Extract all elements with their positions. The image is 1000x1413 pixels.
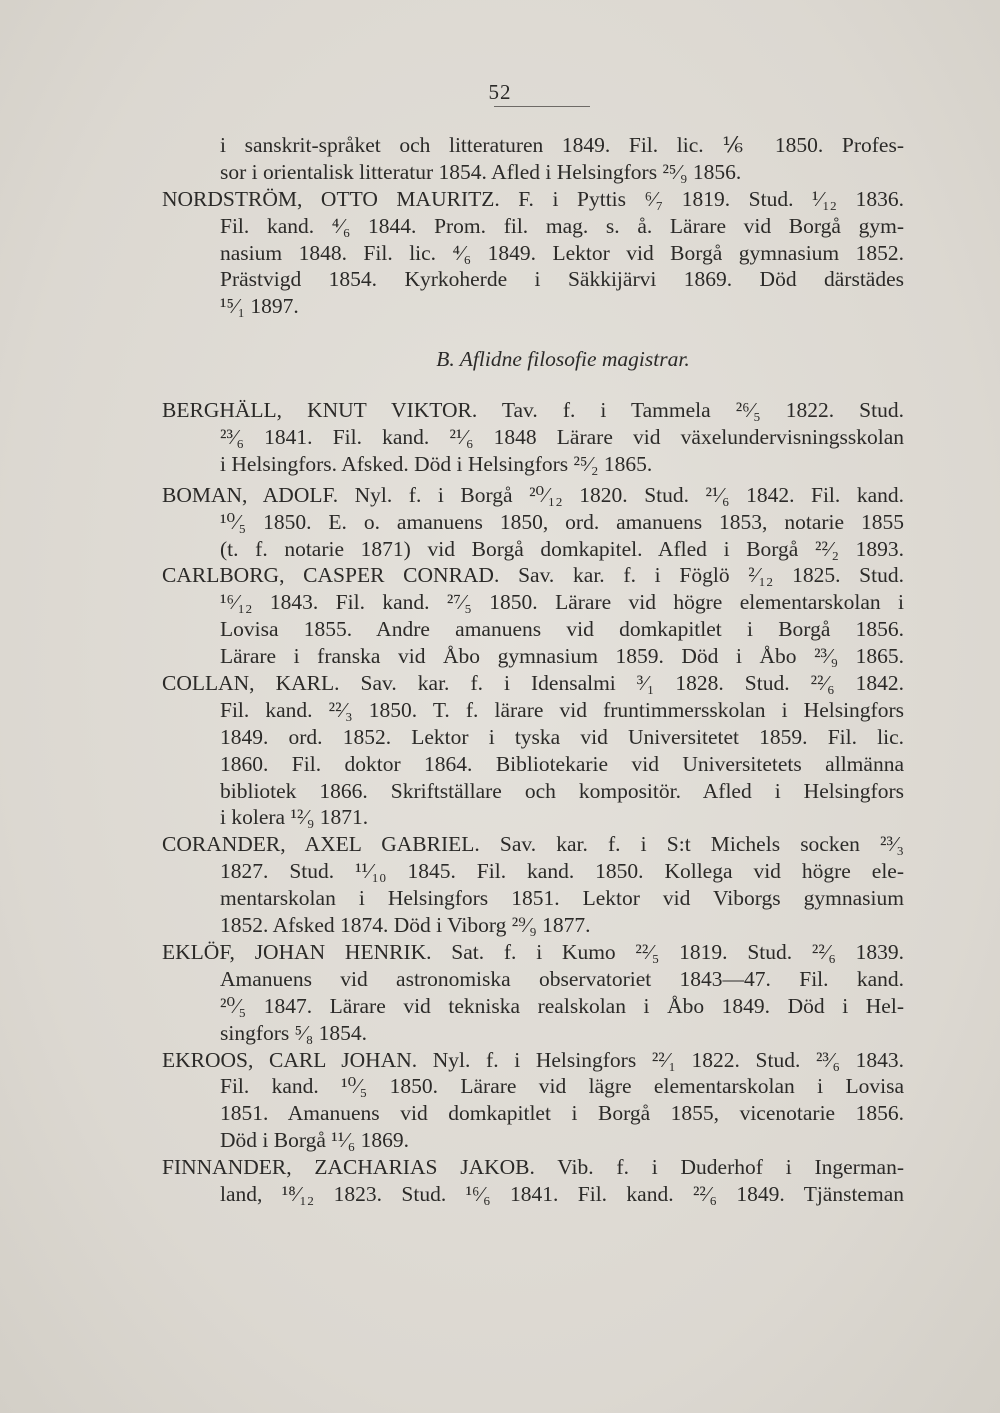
entry-line: land, ¹⁸⁄₁₂ 1823. Stud. ¹⁶⁄₆ 1841. Fil. kand. ²²⁄₆ 1849. Tjänsteman (220, 1181, 904, 1206)
entry-line: (t. f. notarie 1871) vid Borgå domkapitel. Afled i Borgå ²²⁄₂ 1893. (220, 536, 904, 561)
entry-line: Lärare i franska vid Åbo gymnasium 1859. Död i Åbo ²³⁄₉ 1865. (220, 644, 904, 669)
entry-line: CARLBORG, CASPER CONRAD. Sav. kar. f. i Föglö ²⁄₁₂ 1825. Stud. (162, 563, 904, 588)
entry-carlborg (162, 562, 904, 670)
entry-line: nasium 1848. Fil. lic. ⁴⁄₆ 1849. Lektor vid Borgå gymnasium 1852. (220, 240, 904, 265)
entry-line: singfors ⁵⁄₈ 1854. (220, 1020, 367, 1045)
entry-boman (162, 482, 904, 563)
entry-finnander (162, 1154, 904, 1208)
entry-line: FINNANDER, ZACHARIAS JAKOB. Vib. f. i Duderhof i Ingerman- (162, 1155, 904, 1180)
entry-line: Fil. kand. ¹⁰⁄₅ 1850. Lärare vid lägre elementarskolan i Lovisa (220, 1074, 904, 1099)
entry-line: 1860. Fil. doktor 1864. Bibliotekarie vid Universitetets allmänna (220, 751, 904, 776)
entry-nordstrom (162, 186, 904, 320)
entry-line: 1827. Stud. ¹¹⁄₁₀ 1845. Fil. kand. 1850. Kollega vid högre ele- (220, 859, 904, 884)
entry-line: Amanuens vid astronomiska observatoriet 1843—47. Fil. kand. (220, 966, 904, 991)
entry-line: bibliotek 1866. Skriftställare och kompositör. Afled i Helsingfors (220, 778, 904, 803)
entry-line: Lovisa 1855. Andre amanuens vid domkapitlet i Borgå 1856. (220, 617, 904, 642)
entry-line: i kolera ¹²⁄₉ 1871. (220, 805, 369, 830)
entry-line: ²⁰⁄₅ 1847. Lärare vid tekniska realskolan i Åbo 1849. Död i Hel- (220, 993, 904, 1018)
entry-line: Prästvigd 1854. Kyrkoherde i Säkkijärvi 1869. Död därstädes (220, 267, 904, 292)
entry-ekroos (162, 1047, 904, 1155)
entry-line: NORDSTRÖM, OTTO MAURITZ. F. i Pyttis ⁶⁄₇ 1819. Stud. ¹⁄₁₂ 1836. (162, 186, 904, 211)
entry-line: BOMAN, ADOLF. Nyl. f. i Borgå ²⁰⁄₁₂ 1820. Stud. ²¹⁄₆ 1842. Fil. kand. (162, 482, 904, 507)
entry-line: Fil. kand. ⁴⁄₆ 1844. Prom. fil. mag. s. å. Lärare vid Borgå gym- (220, 213, 904, 238)
entry-line: i Helsingfors. Afsked. Död i Helsingfors ²⁵⁄₂ 1865. (220, 451, 653, 476)
entry-line: EKLÖF, JOHAN HENRIK. Sat. f. i Kumo ²²⁄₅ 1819. Stud. ²²⁄₆ 1839. (162, 939, 904, 964)
text-line: sor i orientalisk litteratur 1854. Afled i Helsingfors ²⁵⁄₉ 1856. (220, 159, 742, 184)
text-line: i sanskrit-språket och litteraturen 1849. Fil. lic. ⅙ 1850. Profes- (220, 133, 904, 157)
entry-line: CORANDER, AXEL GABRIEL. Sav. kar. f. i S:t Michels socken ²³⁄₃ (162, 832, 904, 857)
entry-line: mentarskolan i Helsingfors 1851. Lektor vid Viborgs gymnasium (220, 886, 904, 911)
page-number-rule (494, 106, 590, 107)
entry-line: Fil. kand. ²²⁄₃ 1850. T. f. lärare vid fruntimmersskolan i Helsingfors (220, 697, 904, 722)
entry-line: 1851. Amanuens vid domkapitlet i Borgå 1855, vicenotarie 1856. (220, 1101, 904, 1126)
entry-line: Död i Borgå ¹¹⁄₆ 1869. (220, 1128, 410, 1153)
entry-line: ¹⁶⁄₁₂ 1843. Fil. kand. ²⁷⁄₅ 1850. Lärare vid högre elementarskolan i (220, 590, 904, 615)
entry-line: COLLAN, KARL. Sav. kar. f. i Idensalmi ³⁄₁ 1828. Stud. ²²⁄₆ 1842. (162, 671, 904, 696)
entry-line: ¹⁵⁄₁ 1897. (220, 294, 299, 319)
body-text (162, 132, 904, 1208)
entry-eklof (162, 939, 904, 1047)
entry-collan (162, 670, 904, 831)
entry-corander (162, 831, 904, 939)
entry-line: ¹⁰⁄₅ 1850. E. o. amanuens 1850, ord. amanuens 1853, notarie 1855 (220, 509, 904, 534)
entry-line: BERGHÄLL, KNUT VIKTOR. Tav. f. i Tammela ²⁶⁄₅ 1822. Stud. (162, 398, 904, 423)
page-number: 52 (488, 80, 512, 104)
continued-entry (162, 132, 904, 186)
entry-line: ²³⁄₆ 1841. Fil. kand. ²¹⁄₆ 1848 Lärare vid växelundervisningsskolan (220, 425, 904, 450)
entry-line: 1852. Afsked 1874. Död i Viborg ²⁹⁄₉ 1877. (220, 913, 591, 938)
section-heading: B. Aflidne filosofie magistrar. (436, 347, 690, 372)
entry-line: EKROOS, CARL JOHAN. Nyl. f. i Helsingfors ²²⁄₁ 1822. Stud. ²³⁄₆ 1843. (162, 1047, 904, 1072)
entry-berghall (162, 397, 904, 478)
entry-line: 1849. ord. 1852. Lektor i tyska vid Universitetet 1859. Fil. lic. (220, 724, 904, 749)
